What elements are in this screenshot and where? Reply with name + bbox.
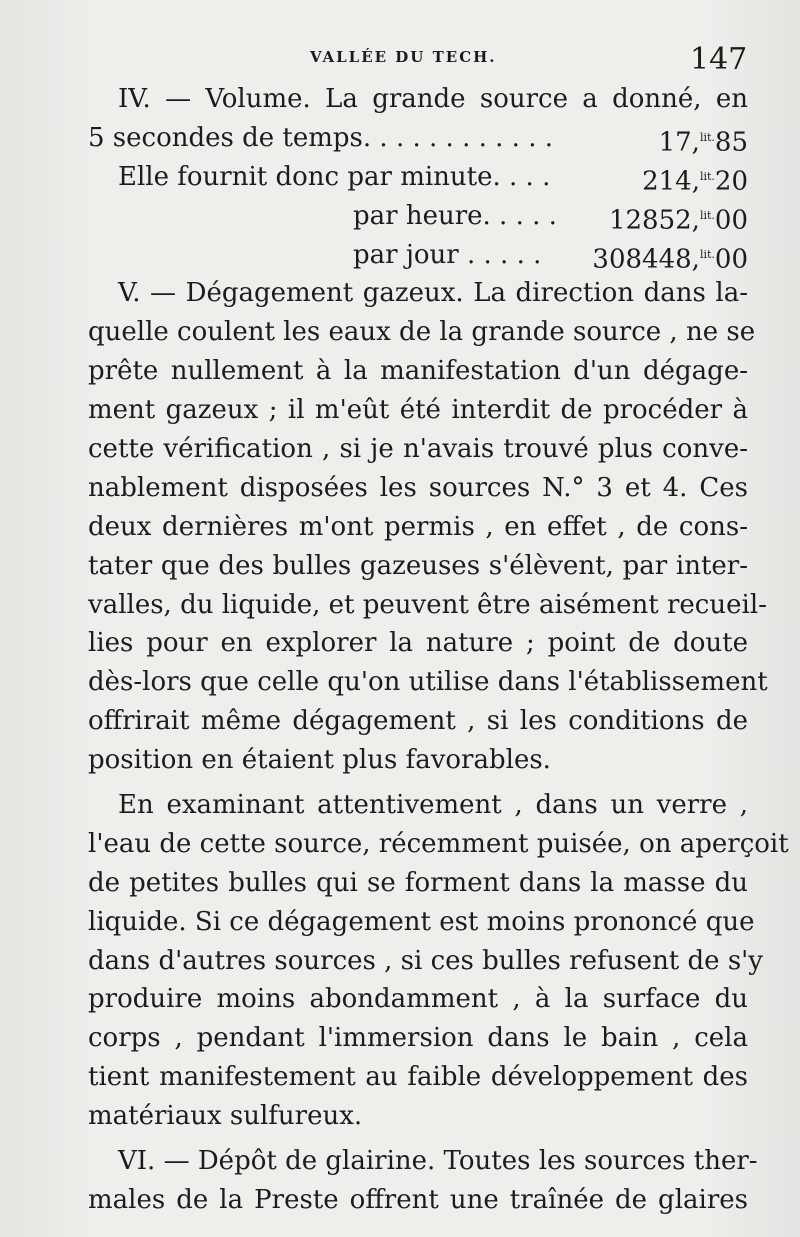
text-line: lies pour en explorer la nature ; point de doute bbox=[88, 628, 748, 659]
text-line: dans d'autres sources , si ces bulles refusent de s'y bbox=[88, 945, 763, 976]
text-line: VI. — Dépôt de glairine. Toutes les sources ther- bbox=[118, 1146, 758, 1177]
text-line: En examinant attentivement , dans un verre , bbox=[118, 790, 748, 821]
volume-row-label: Elle fournit donc par minute. . . . bbox=[118, 161, 551, 192]
text-line: matériaux sulfureux. bbox=[88, 1101, 363, 1132]
section-vi-paragraph bbox=[88, 1142, 758, 1220]
text-line: valles, du liquide, et peuvent être aisément recueil- bbox=[88, 589, 767, 620]
volume-row-value: 214,$^{lit.}$20 bbox=[642, 166, 748, 197]
text-line: cette vérification , si je n'avais trouvé plus conve- bbox=[88, 434, 748, 465]
section-v-paragraph bbox=[88, 274, 768, 780]
text-line: quelle coulent les eaux de la grande source , ne se bbox=[88, 317, 756, 348]
text-line: l'eau de cette source, récemment puisée, on aperçoit bbox=[88, 828, 789, 859]
running-head bbox=[0, 42, 800, 78]
volume-row-day bbox=[88, 236, 748, 275]
volume-row-label: par heure. . . . . bbox=[353, 200, 557, 231]
text-line: liquide. Si ce dégagement est moins prononcé que bbox=[88, 906, 755, 937]
body-text bbox=[88, 80, 789, 1220]
volume-row-value: 17,$^{lit.}$85 bbox=[658, 127, 748, 158]
volume-row-value: 12852,$^{lit.}$00 bbox=[608, 205, 748, 236]
text-line: offrirait même dégagement , si les conditions de bbox=[88, 706, 748, 737]
text-line: prête nullement à la manifestation d'un dégage- bbox=[88, 356, 748, 387]
page-number: 147 bbox=[690, 42, 748, 77]
text-line: tient manifestement au faible développement des bbox=[88, 1062, 748, 1093]
running-head-title: VALLÉE DU TECH. bbox=[310, 48, 497, 66]
volume-row-seconds bbox=[88, 119, 748, 158]
volume-row-value: 308448,$^{lit.}$00 bbox=[592, 244, 748, 275]
text-line: nablement disposées les sources N.° 3 et 4. Ces bbox=[88, 472, 748, 503]
examinant-paragraph bbox=[88, 786, 789, 1136]
volume-row-minute bbox=[88, 158, 748, 197]
volume-row-label: par jour . . . . . bbox=[353, 239, 542, 270]
text-line: dès-lors que celle qu'on utilise dans l'établissement bbox=[88, 667, 768, 698]
text-line: position en étaient plus favorables. bbox=[88, 745, 551, 776]
text-line: V. — Dégagement gazeux. La direction dans la- bbox=[118, 278, 748, 309]
text-line: tater que des bulles gazeuses s'élèvent, par inter- bbox=[88, 550, 748, 581]
volume-heading-line: IV. — Volume. La grande source a donné, en bbox=[118, 84, 748, 114]
volume-row-label: 5 secondes de temps. . . . . . . . . . . . bbox=[88, 122, 553, 153]
text-line: de petites bulles qui se forment dans la masse du bbox=[88, 867, 748, 898]
text-line: ment gazeux ; il m'eût été interdit de procéder à bbox=[88, 395, 748, 426]
volume-row-hour bbox=[88, 197, 748, 236]
text-line: produire moins abondamment , à la surface du bbox=[88, 984, 748, 1015]
text-line: deux dernières m'ont permis , en effet , de cons- bbox=[88, 511, 748, 542]
text-line: males de la Preste offrent une traînée de glaires bbox=[88, 1184, 748, 1215]
text-line: corps , pendant l'immersion dans le bain , cela bbox=[88, 1023, 748, 1054]
